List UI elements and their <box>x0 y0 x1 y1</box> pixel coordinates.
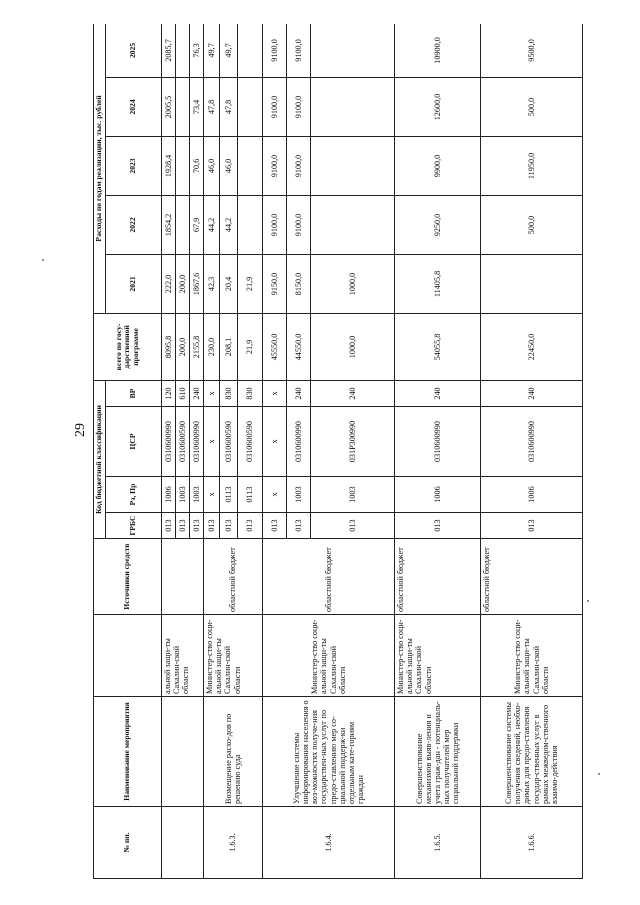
cell-value: 49,7 <box>220 24 238 77</box>
cell-grbs: 013 <box>311 513 395 539</box>
cell-source: областной бюджет <box>395 539 481 615</box>
cell-vr: 120 <box>162 380 176 406</box>
cell-vr: 240 <box>311 380 395 406</box>
cell-source: областной бюджет <box>263 539 395 615</box>
cell-executor: Министер-ство соци-альной защи-ты Сахалин-ской области <box>204 615 263 697</box>
header-year: 2022 <box>106 195 162 254</box>
cell-value: 1000,0 <box>311 254 395 313</box>
cell-rzpr: х <box>263 477 287 513</box>
cell-grbs: 013 <box>481 513 583 539</box>
cell-value <box>176 24 190 77</box>
header-csr: ЦСР <box>106 407 162 477</box>
budget-table <box>93 24 583 879</box>
scan-speck <box>598 773 600 775</box>
cell-value: 67,9 <box>190 195 204 254</box>
cell-value: 12600,0 <box>395 77 481 136</box>
cell-num: 1.6.5. <box>395 807 481 879</box>
cell-value <box>238 195 263 254</box>
cell-value: 46,0 <box>204 136 220 195</box>
cell-value: 76,3 <box>190 24 204 77</box>
cell-grbs: 013 <box>238 513 263 539</box>
cell-value: 9900,0 <box>395 136 481 195</box>
cell-value <box>238 136 263 195</box>
header-code-group: Код бюджетной классификации <box>94 380 106 538</box>
cell-value: 49,7 <box>204 24 220 77</box>
cell-value <box>311 24 395 77</box>
cell-source <box>162 539 204 615</box>
cell-value: 9100,0 <box>287 77 311 136</box>
header-rzpr: Рз, Пр <box>106 477 162 513</box>
cell-total: 2155,8 <box>190 313 204 380</box>
header-spend-group: Расходы по годам реализации, тыс. рублей <box>94 24 106 313</box>
scan-speck <box>587 600 589 602</box>
cell-total: 21,9 <box>238 313 263 380</box>
cell-executor: Министер-ство соци-альной защи-ты Сахалин-ской области <box>263 615 395 697</box>
cell-grbs: 013 <box>220 513 238 539</box>
cell-value: 44,2 <box>220 195 238 254</box>
cell-value: 73,4 <box>190 77 204 136</box>
table-row <box>481 24 583 879</box>
cell-executor: Министер-ство соци-альной защи-ты Сахалин-ской области <box>395 615 481 697</box>
cell-rzpr: 1003 <box>287 477 311 513</box>
cell-value: 9100,0 <box>287 136 311 195</box>
cell-executor: альной защи-ты Сахалин-ской области <box>162 615 204 697</box>
cell-rzpr: 0113 <box>238 477 263 513</box>
cell-value <box>311 77 395 136</box>
cell-value: 9100,0 <box>263 195 287 254</box>
cell-csr: 031P300990 <box>311 407 395 477</box>
cell-value <box>238 24 263 77</box>
table-row <box>395 24 481 879</box>
cell-value <box>481 254 583 313</box>
cell-vr: 830 <box>220 380 238 406</box>
cell-grbs: 013 <box>395 513 481 539</box>
cell-rzpr: 1006 <box>395 477 481 513</box>
cell-csr: х <box>263 407 287 477</box>
cell-vr: 240 <box>287 380 311 406</box>
cell-name: Возмещение расхо-дов по решению суда <box>204 697 263 807</box>
cell-executor: Министер-ство соци-альной защи-ты Сахалин-ской области <box>481 615 583 697</box>
table-row <box>263 24 287 879</box>
cell-grbs: 013 <box>204 513 220 539</box>
cell-vr: 610 <box>176 380 190 406</box>
cell-vr: х <box>204 380 220 406</box>
cell-value: 9100,0 <box>287 195 311 254</box>
cell-rzpr: х <box>204 477 220 513</box>
cell-rzpr: 1003 <box>311 477 395 513</box>
cell-vr: 240 <box>190 380 204 406</box>
cell-value: 500,0 <box>481 77 583 136</box>
cell-source: областной бюджет <box>204 539 263 615</box>
cell-num <box>162 807 204 879</box>
cell-value: 11405,8 <box>395 254 481 313</box>
cell-value: 46,0 <box>220 136 238 195</box>
header-executor <box>94 615 162 697</box>
cell-value: 9500,0 <box>481 24 583 77</box>
cell-value: 9100,0 <box>263 136 287 195</box>
cell-value: 1867,6 <box>190 254 204 313</box>
cell-csr: 0310600990 <box>481 407 583 477</box>
page-number: 29 <box>73 423 88 437</box>
cell-total: 45550,0 <box>263 313 287 380</box>
cell-rzpr: 1003 <box>190 477 204 513</box>
cell-total: 8095,8 <box>162 313 176 380</box>
cell-grbs: 013 <box>287 513 311 539</box>
cell-num: 1.6.3. <box>204 807 263 879</box>
cell-csr: 0310600590 <box>220 407 238 477</box>
cell-value: 9100,0 <box>287 24 311 77</box>
header-name: Наименование мероприятия <box>94 697 162 807</box>
cell-value: 500,0 <box>481 195 583 254</box>
cell-value: 70,6 <box>190 136 204 195</box>
cell-value: 200,0 <box>176 254 190 313</box>
cell-csr: 0310600990 <box>162 407 176 477</box>
cell-rzpr: 0113 <box>220 477 238 513</box>
header-total: всего по госу-дарственной программе <box>94 313 162 380</box>
header-num: № пп. <box>94 807 162 879</box>
cell-value <box>238 77 263 136</box>
cell-total: 1000,0 <box>311 313 395 380</box>
cell-total: 44550,0 <box>287 313 311 380</box>
cell-total: 230,0 <box>204 313 220 380</box>
table-wrapper <box>93 24 640 879</box>
cell-total: 54055,8 <box>395 313 481 380</box>
cell-value: 222,0 <box>162 254 176 313</box>
cell-value: 2005,5 <box>162 77 176 136</box>
header-year: 2023 <box>106 136 162 195</box>
table-row <box>162 24 176 879</box>
header-grbs: ГРБС <box>106 513 162 539</box>
cell-grbs: 013 <box>263 513 287 539</box>
scan-speck <box>42 259 44 261</box>
cell-value: 2085,7 <box>162 24 176 77</box>
cell-rzpr: 1003 <box>176 477 190 513</box>
cell-csr: 0310600990 <box>287 407 311 477</box>
cell-value: 20,4 <box>220 254 238 313</box>
cell-num: 1.6.4. <box>263 807 395 879</box>
cell-source: областной бюджет <box>481 539 583 615</box>
cell-name: Улучшение системы информирования населения о воз-можностях получе-ния государствен-ных услуг по предо-ставлению мер со-циальной поддерж-ки отдельным кате-гориям граждан <box>263 697 395 807</box>
header-year: 2025 <box>106 24 162 77</box>
cell-vr: 240 <box>395 380 481 406</box>
cell-grbs: 013 <box>176 513 190 539</box>
rotated-table-frame <box>93 24 575 879</box>
cell-total: 22450,0 <box>481 313 583 380</box>
cell-value: 44,2 <box>204 195 220 254</box>
cell-num: 1.6.6. <box>481 807 583 879</box>
cell-value: 9250,0 <box>395 195 481 254</box>
cell-grbs: 013 <box>162 513 176 539</box>
cell-value: 11950,0 <box>481 136 583 195</box>
header-vr: ВР <box>106 380 162 406</box>
cell-csr: 0310600590 <box>176 407 190 477</box>
cell-name: Совершенствование системы получения сведений, необхо-димых для предо-ставления государ-ственных услуг в рамках межведом-ственного взаимо-действия <box>481 697 583 807</box>
cell-csr: 0310600990 <box>190 407 204 477</box>
cell-total: 208,1 <box>220 313 238 380</box>
cell-value: 10900,0 <box>395 24 481 77</box>
cell-value: 9100,0 <box>263 77 287 136</box>
cell-total: 200,0 <box>176 313 190 380</box>
cell-name: Совершенствование механизмов выяв-ления и учета граж-дан - потенциаль-ных получателей мер социальной поддержки <box>395 697 481 807</box>
cell-name <box>162 697 204 807</box>
header-year: 2024 <box>106 77 162 136</box>
cell-value: 42,3 <box>204 254 220 313</box>
cell-value: 9100,0 <box>263 24 287 77</box>
cell-value <box>311 136 395 195</box>
cell-vr: х <box>263 380 287 406</box>
cell-value <box>176 136 190 195</box>
cell-rzpr: 1006 <box>481 477 583 513</box>
cell-value: 1854,2 <box>162 195 176 254</box>
cell-grbs: 013 <box>190 513 204 539</box>
cell-csr: 0310600590 <box>238 407 263 477</box>
cell-csr: х <box>204 407 220 477</box>
cell-value <box>176 195 190 254</box>
cell-value: 47,8 <box>220 77 238 136</box>
cell-csr: 0310600990 <box>395 407 481 477</box>
cell-vr: 240 <box>481 380 583 406</box>
cell-value: 1928,4 <box>162 136 176 195</box>
cell-vr: 830 <box>238 380 263 406</box>
header-source: Источники средств <box>94 539 162 615</box>
cell-value <box>176 77 190 136</box>
cell-value: 21,9 <box>238 254 263 313</box>
cell-value: 8150,0 <box>287 254 311 313</box>
cell-value: 9150,0 <box>263 254 287 313</box>
header-year: 2021 <box>106 254 162 313</box>
cell-value <box>311 195 395 254</box>
cell-rzpr: 1006 <box>162 477 176 513</box>
cell-value: 47,8 <box>204 77 220 136</box>
table-row <box>204 24 220 879</box>
